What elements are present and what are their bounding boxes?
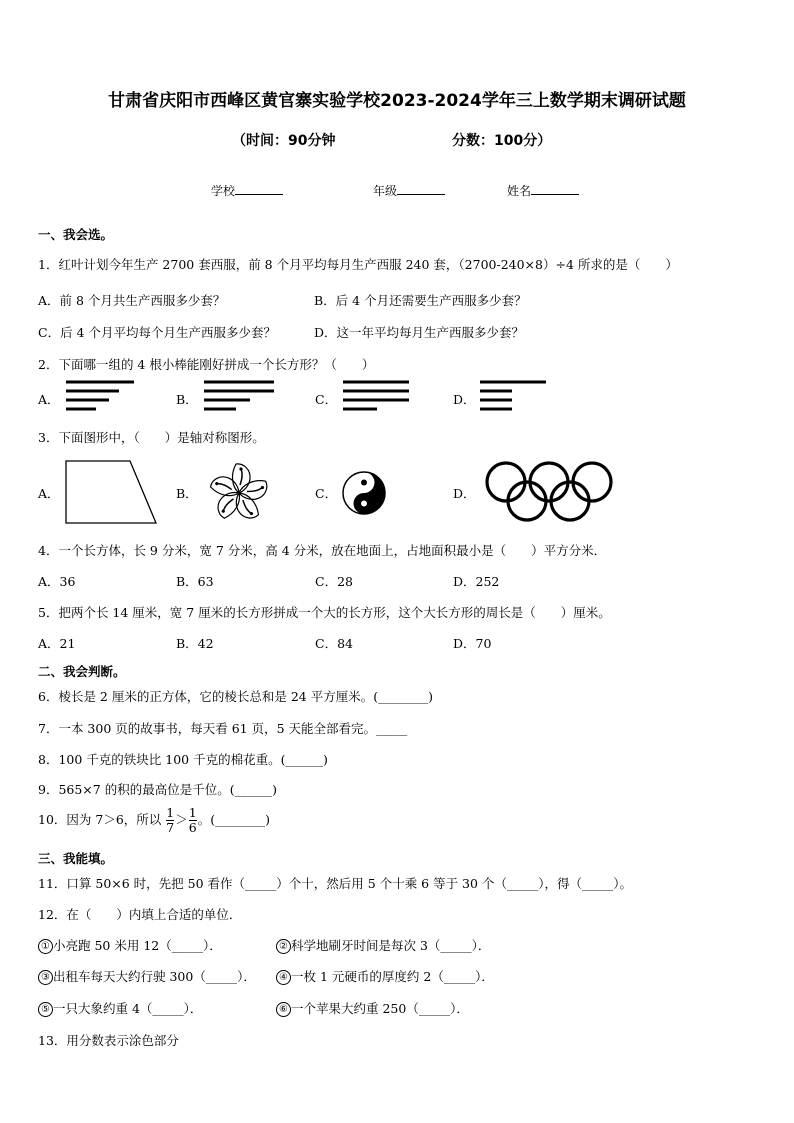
q3-option-b[interactable]: B． bbox=[176, 486, 198, 501]
circled-number-1: ① bbox=[38, 939, 53, 954]
q5-stem: 5．把两个长 14 厘米，宽 7 厘米的长方形拼成一个大的长方形，这个大长方形的周长是（ ）厘米。 bbox=[38, 605, 611, 620]
q12-item-6-text: 一个苹果大约重 250（_____）． bbox=[291, 1001, 469, 1016]
q2-option-a[interactable]: A． bbox=[38, 392, 60, 407]
exam-score: 分数：100分） bbox=[452, 133, 552, 149]
q4-stem: 4．一个长方体，长 9 分米，宽 7 分米，高 4 分米，放在地面上，占地面积最小是（ ）平方分米． bbox=[38, 543, 607, 558]
q6-text[interactable]: 6．棱长是 2 厘米的正方体，它的棱长总和是 24 平方厘米。(________) bbox=[38, 689, 433, 704]
q10-text[interactable] bbox=[38, 806, 270, 835]
sticks-group-a-icon bbox=[64, 379, 139, 415]
fraction-one-sixth bbox=[189, 806, 197, 835]
q5-option-c[interactable]: C．84 bbox=[315, 636, 353, 651]
q12-item-4-text: 一枚 1 元硬币的厚度约 2（_____）． bbox=[291, 969, 494, 984]
q12-item-1[interactable] bbox=[38, 936, 222, 954]
q8-text[interactable]: 8．100 千克的铁块比 100 千克的棉花重。(______) bbox=[38, 752, 328, 767]
q4-option-a[interactable]: A．36 bbox=[38, 574, 76, 589]
q3-option-c[interactable]: C． bbox=[315, 486, 338, 501]
q4-option-c[interactable]: C．28 bbox=[315, 574, 353, 589]
q3-option-a[interactable]: A． bbox=[38, 486, 60, 501]
q12-item-2-text: 科学地刷牙时间是每次 3（_____）． bbox=[291, 938, 491, 953]
circled-number-4: ④ bbox=[276, 970, 291, 985]
q10-prefix: 10．因为 7＞6，所以 bbox=[38, 812, 162, 827]
name-field[interactable] bbox=[507, 182, 579, 199]
grade-blank[interactable] bbox=[397, 182, 445, 195]
q12-item-2[interactable] bbox=[276, 936, 490, 954]
circled-number-2: ② bbox=[276, 939, 291, 954]
sticks-group-b-icon bbox=[202, 379, 277, 415]
q12-item-6[interactable] bbox=[276, 999, 469, 1017]
yin-yang-icon bbox=[341, 470, 387, 516]
grade-label: 年级 bbox=[373, 184, 398, 198]
name-label: 姓名 bbox=[507, 184, 532, 198]
q13-stem: 13．用分数表示涂色部分 bbox=[38, 1033, 179, 1048]
sticks-group-d-icon bbox=[478, 379, 553, 415]
fraction-denominator: 7 bbox=[166, 820, 175, 835]
section-3-heading: 三、我能填。 bbox=[38, 851, 114, 866]
q2-option-d[interactable]: D． bbox=[453, 392, 476, 407]
q2-stem: 2．下面哪一组的 4 根小棒能刚好拼成一个长方形？（ ） bbox=[38, 357, 375, 372]
q12-item-3-text: 出租车每天大约行驶 300（_____）． bbox=[53, 969, 256, 984]
q5-option-a[interactable]: A．21 bbox=[38, 636, 76, 651]
greater-than-sign: ＞ bbox=[175, 812, 188, 827]
circled-number-6: ⑥ bbox=[276, 1002, 291, 1017]
fraction-numerator: 1 bbox=[188, 805, 197, 820]
exam-time: （时间：90分钟 bbox=[232, 133, 336, 149]
q1-option-a[interactable]: A．前 8 个月共生产西服多少套？ bbox=[38, 293, 226, 308]
q7-text[interactable]: 7．一本 300 页的故事书，每天看 61 页，5 天能全部看完。_____ bbox=[38, 721, 408, 736]
page-title: 甘肃省庆阳市西峰区黄官寨实验学校2023-2024学年三上数学期末调研试题 bbox=[108, 91, 686, 111]
q3-option-d[interactable]: D． bbox=[453, 486, 476, 501]
q2-option-b[interactable]: B． bbox=[176, 392, 198, 407]
q1-option-b[interactable]: B．后 4 个月还需要生产西服多少套？ bbox=[314, 293, 527, 308]
q12-item-3[interactable] bbox=[38, 967, 256, 985]
circled-number-3: ③ bbox=[38, 970, 53, 985]
fraction-numerator: 1 bbox=[166, 805, 175, 820]
fraction-denominator: 6 bbox=[188, 820, 197, 835]
sticks-group-c-icon bbox=[341, 379, 416, 415]
q12-stem: 12．在（ ）内填上合适的单位． bbox=[38, 907, 242, 922]
q1-option-c[interactable]: C．后 4 个月平均每个月生产西服多少套？ bbox=[38, 325, 276, 340]
q5-option-d[interactable]: D．70 bbox=[453, 636, 492, 651]
q12-item-4[interactable] bbox=[276, 967, 494, 985]
school-blank[interactable] bbox=[235, 182, 283, 195]
olympic-rings-icon bbox=[484, 461, 616, 527]
q12-item-5[interactable] bbox=[38, 999, 202, 1017]
trapezoid-shape-icon bbox=[64, 460, 160, 526]
fraction-one-seventh bbox=[166, 806, 174, 835]
bauhinia-flower-icon bbox=[205, 460, 273, 526]
q5-option-b[interactable]: B．42 bbox=[176, 636, 214, 651]
q9-text[interactable]: 9．565×7 的积的最高位是千位。(______) bbox=[38, 782, 277, 797]
circled-number-5: ⑤ bbox=[38, 1002, 53, 1017]
name-blank[interactable] bbox=[531, 182, 579, 195]
q12-item-5-text: 一只大象约重 4（_____）． bbox=[53, 1001, 203, 1016]
q11-text[interactable]: 11．口算 50×6 时，先把 50 看作（_____）个十，然后用 5 个十乘 6 等于 30 个（_____），得（_____）。 bbox=[38, 876, 632, 891]
school-field[interactable] bbox=[211, 182, 283, 199]
section-1-heading: 一、我会选。 bbox=[38, 227, 114, 242]
school-label: 学校 bbox=[211, 184, 236, 198]
q2-option-c[interactable]: C． bbox=[315, 392, 338, 407]
grade-field[interactable] bbox=[373, 182, 445, 199]
q1-option-d[interactable]: D．这一年平均每月生产西服多少套？ bbox=[314, 325, 525, 340]
q4-option-d[interactable]: D．252 bbox=[453, 574, 500, 589]
q3-stem: 3．下面图形中，（ ）是轴对称图形。 bbox=[38, 430, 265, 445]
q10-suffix: 。(________) bbox=[197, 812, 270, 827]
section-2-heading: 二、我会判断。 bbox=[38, 664, 126, 679]
q12-item-1-text: 小亮跑 50 米用 12（_____）． bbox=[53, 938, 222, 953]
q1-stem: 1．红叶计划今年生产 2700 套西服，前 8 个月平均每月生产西服 240 套，（2700-240×8）÷4 所求的是（ ） bbox=[38, 257, 678, 272]
q4-option-b[interactable]: B．63 bbox=[176, 574, 214, 589]
